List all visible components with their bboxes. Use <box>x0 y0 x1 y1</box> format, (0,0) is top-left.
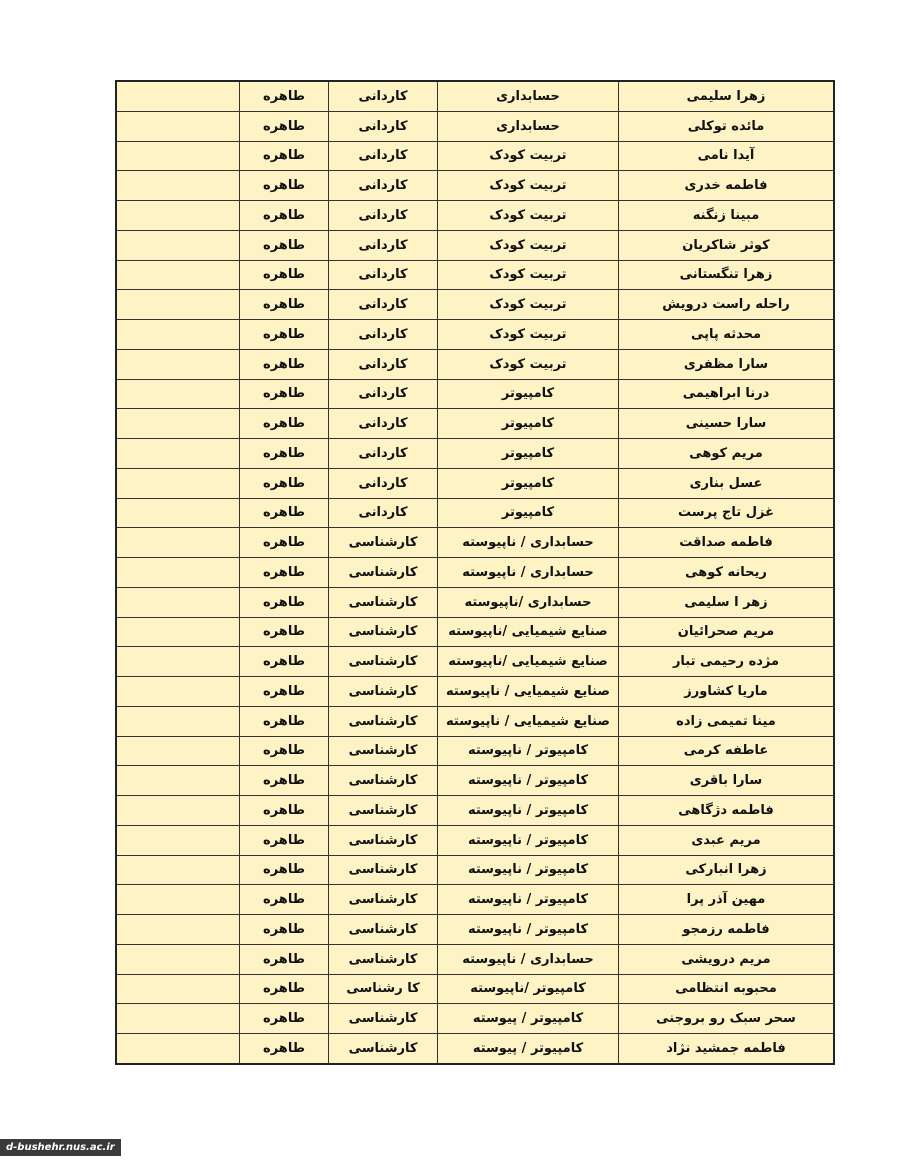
cell-major: کامپیوتر / ناپیوسته <box>438 855 619 885</box>
cell-empty <box>116 439 240 469</box>
student-table <box>115 80 835 1065</box>
cell-university: طاهره <box>240 1034 329 1064</box>
cell-university: طاهره <box>240 349 329 379</box>
cell-major: تربیت کودک <box>438 349 619 379</box>
cell-empty <box>116 736 240 766</box>
cell-degree: کاردانی <box>329 111 438 141</box>
cell-university: طاهره <box>240 944 329 974</box>
cell-university: طاهره <box>240 230 329 260</box>
cell-major: کامپیوتر / پیوسته <box>438 1034 619 1064</box>
cell-university: طاهره <box>240 677 329 707</box>
cell-major: صنایع شیمیایی /ناپیوسته <box>438 617 619 647</box>
table-row <box>116 915 834 945</box>
cell-major: تربیت کودک <box>438 141 619 171</box>
table-row <box>116 558 834 588</box>
cell-degree: کاردانی <box>329 260 438 290</box>
cell-empty <box>116 1004 240 1034</box>
cell-degree: کاردانی <box>329 290 438 320</box>
table-row <box>116 409 834 439</box>
site-watermark: d-bushehr.nus.ac.ir <box>0 1139 121 1156</box>
cell-degree: کاردانی <box>329 230 438 260</box>
cell-name: زهر ا سلیمی <box>619 587 835 617</box>
cell-major: کامپیوتر <box>438 468 619 498</box>
cell-empty <box>116 617 240 647</box>
cell-degree: کاردانی <box>329 498 438 528</box>
cell-university: طاهره <box>240 706 329 736</box>
cell-degree: کاردانی <box>329 201 438 231</box>
cell-name: فاطمه خدری <box>619 171 835 201</box>
cell-name: مریم عبدی <box>619 825 835 855</box>
cell-name: مبینا زنگنه <box>619 201 835 231</box>
cell-major: حسابداری / ناپیوسته <box>438 944 619 974</box>
cell-degree: کارشناسی <box>329 706 438 736</box>
cell-major: کامپیوتر <box>438 379 619 409</box>
cell-university: طاهره <box>240 915 329 945</box>
table-row <box>116 736 834 766</box>
cell-degree: کاردانی <box>329 141 438 171</box>
cell-name: راحله راست درویش <box>619 290 835 320</box>
cell-empty <box>116 706 240 736</box>
cell-name: ماریا کشاورز <box>619 677 835 707</box>
table-row <box>116 468 834 498</box>
table-row <box>116 498 834 528</box>
cell-empty <box>116 81 240 111</box>
cell-empty <box>116 677 240 707</box>
cell-empty <box>116 528 240 558</box>
student-table-container <box>115 80 827 1065</box>
cell-major: کامپیوتر / ناپیوسته <box>438 796 619 826</box>
cell-empty <box>116 260 240 290</box>
cell-degree: کارشناسی <box>329 647 438 677</box>
cell-name: مریم درویشی <box>619 944 835 974</box>
table-row <box>116 81 834 111</box>
table-row <box>116 111 834 141</box>
cell-empty <box>116 647 240 677</box>
cell-degree: کاردانی <box>329 379 438 409</box>
cell-university: طاهره <box>240 558 329 588</box>
cell-degree: کارشناسی <box>329 558 438 588</box>
cell-empty <box>116 409 240 439</box>
cell-degree: کارشناسی <box>329 766 438 796</box>
cell-major: حسابداری /ناپیوسته <box>438 587 619 617</box>
cell-name: مهین آذر پرا <box>619 885 835 915</box>
cell-major: کامپیوتر <box>438 409 619 439</box>
cell-degree: کارشناسی <box>329 825 438 855</box>
cell-name: سارا باقری <box>619 766 835 796</box>
cell-empty <box>116 796 240 826</box>
table-row <box>116 349 834 379</box>
cell-name: زهرا تنگستانی <box>619 260 835 290</box>
cell-university: طاهره <box>240 766 329 796</box>
cell-name: آیدا نامی <box>619 141 835 171</box>
cell-name: محدثه پاپی <box>619 320 835 350</box>
cell-major: کامپیوتر / ناپیوسته <box>438 825 619 855</box>
student-table-body <box>116 81 834 1064</box>
cell-university: طاهره <box>240 111 329 141</box>
cell-university: طاهره <box>240 171 329 201</box>
cell-university: طاهره <box>240 201 329 231</box>
cell-name: ریحانه کوهی <box>619 558 835 588</box>
cell-empty <box>116 1034 240 1064</box>
cell-university: طاهره <box>240 468 329 498</box>
cell-empty <box>116 825 240 855</box>
cell-empty <box>116 201 240 231</box>
cell-name: درنا ابراهیمی <box>619 379 835 409</box>
cell-name: مائده توکلی <box>619 111 835 141</box>
cell-degree: کارشناسی <box>329 885 438 915</box>
cell-name: سارا حسینی <box>619 409 835 439</box>
table-row <box>116 617 834 647</box>
cell-empty <box>116 379 240 409</box>
table-row <box>116 379 834 409</box>
table-row <box>116 974 834 1004</box>
cell-major: کامپیوتر / ناپیوسته <box>438 915 619 945</box>
table-row <box>116 1034 834 1064</box>
cell-degree: کارشناسی <box>329 1034 438 1064</box>
table-row <box>116 766 834 796</box>
cell-major: صنایع شیمیایی / ناپیوسته <box>438 706 619 736</box>
cell-university: طاهره <box>240 974 329 1004</box>
cell-degree: کارشناسی <box>329 587 438 617</box>
table-row <box>116 796 834 826</box>
cell-university: طاهره <box>240 1004 329 1034</box>
cell-degree: کاردانی <box>329 349 438 379</box>
cell-empty <box>116 230 240 260</box>
cell-degree: کاردانی <box>329 320 438 350</box>
cell-name: مینا تمیمی زاده <box>619 706 835 736</box>
cell-degree: کاردانی <box>329 439 438 469</box>
cell-degree: کارشناسی <box>329 677 438 707</box>
table-row <box>116 439 834 469</box>
cell-degree: کارشناسی <box>329 1004 438 1034</box>
cell-name: عاطفه کرمی <box>619 736 835 766</box>
cell-degree: کاردانی <box>329 468 438 498</box>
cell-name: فاطمه صداقت <box>619 528 835 558</box>
cell-name: عسل بناری <box>619 468 835 498</box>
cell-university: طاهره <box>240 855 329 885</box>
cell-empty <box>116 349 240 379</box>
cell-empty <box>116 944 240 974</box>
cell-major: کامپیوتر <box>438 439 619 469</box>
cell-degree: کاردانی <box>329 81 438 111</box>
cell-major: حسابداری / ناپیوسته <box>438 558 619 588</box>
cell-degree: کارشناسی <box>329 736 438 766</box>
cell-university: طاهره <box>240 409 329 439</box>
cell-empty <box>116 290 240 320</box>
cell-empty <box>116 558 240 588</box>
cell-major: تربیت کودک <box>438 230 619 260</box>
cell-name: فاطمه جمشید نژاد <box>619 1034 835 1064</box>
cell-major: حسابداری <box>438 111 619 141</box>
cell-name: مریم کوهی <box>619 439 835 469</box>
cell-university: طاهره <box>240 439 329 469</box>
cell-empty <box>116 855 240 885</box>
cell-university: طاهره <box>240 617 329 647</box>
cell-name: فاطمه رزمجو <box>619 915 835 945</box>
cell-university: طاهره <box>240 825 329 855</box>
cell-degree: کاردانی <box>329 409 438 439</box>
table-row <box>116 230 834 260</box>
cell-name: زهرا انبارکی <box>619 855 835 885</box>
cell-major: تربیت کودک <box>438 260 619 290</box>
cell-degree: کارشناسی <box>329 944 438 974</box>
cell-university: طاهره <box>240 736 329 766</box>
cell-major: کامپیوتر / پیوسته <box>438 1004 619 1034</box>
cell-major: تربیت کودک <box>438 320 619 350</box>
cell-empty <box>116 468 240 498</box>
cell-major: تربیت کودک <box>438 290 619 320</box>
cell-university: طاهره <box>240 290 329 320</box>
table-row <box>116 1004 834 1034</box>
cell-university: طاهره <box>240 81 329 111</box>
cell-degree: کارشناسی <box>329 915 438 945</box>
cell-name: زهرا سلیمی <box>619 81 835 111</box>
cell-empty <box>116 885 240 915</box>
cell-major: کامپیوتر /ناپیوسته <box>438 974 619 1004</box>
cell-name: مژده رحیمی تبار <box>619 647 835 677</box>
cell-name: سحر سبک رو بروجنی <box>619 1004 835 1034</box>
cell-empty <box>116 498 240 528</box>
cell-empty <box>116 171 240 201</box>
cell-university: طاهره <box>240 885 329 915</box>
cell-name: کوثر شاکریان <box>619 230 835 260</box>
cell-major: تربیت کودک <box>438 171 619 201</box>
cell-university: طاهره <box>240 320 329 350</box>
table-row <box>116 944 834 974</box>
table-row <box>116 171 834 201</box>
table-row <box>116 320 834 350</box>
cell-empty <box>116 974 240 1004</box>
cell-empty <box>116 141 240 171</box>
table-row <box>116 647 834 677</box>
cell-major: کامپیوتر / ناپیوسته <box>438 766 619 796</box>
table-row <box>116 885 834 915</box>
cell-name: سارا مظفری <box>619 349 835 379</box>
cell-empty <box>116 320 240 350</box>
table-row <box>116 587 834 617</box>
cell-degree: کاردانی <box>329 171 438 201</box>
cell-university: طاهره <box>240 528 329 558</box>
cell-degree: کارشناسی <box>329 855 438 885</box>
table-row <box>116 141 834 171</box>
cell-major: حسابداری / ناپیوسته <box>438 528 619 558</box>
table-row <box>116 855 834 885</box>
cell-university: طاهره <box>240 260 329 290</box>
cell-name: محبوبه انتظامی <box>619 974 835 1004</box>
table-row <box>116 260 834 290</box>
cell-empty <box>116 111 240 141</box>
table-row <box>116 677 834 707</box>
table-row <box>116 825 834 855</box>
table-row <box>116 201 834 231</box>
cell-major: صنایع شیمیایی /ناپیوسته <box>438 647 619 677</box>
cell-degree: کارشناسی <box>329 796 438 826</box>
cell-university: طاهره <box>240 141 329 171</box>
cell-university: طاهره <box>240 587 329 617</box>
table-row <box>116 706 834 736</box>
cell-major: تربیت کودک <box>438 201 619 231</box>
cell-major: کامپیوتر / ناپیوسته <box>438 736 619 766</box>
cell-degree: کارشناسی <box>329 528 438 558</box>
cell-empty <box>116 915 240 945</box>
cell-major: صنایع شیمیایی / ناپیوسته <box>438 677 619 707</box>
cell-major: کامپیوتر <box>438 498 619 528</box>
table-row <box>116 290 834 320</box>
cell-name: غزل تاج پرست <box>619 498 835 528</box>
cell-university: طاهره <box>240 379 329 409</box>
cell-major: کامپیوتر / ناپیوسته <box>438 885 619 915</box>
cell-major: حسابداری <box>438 81 619 111</box>
table-row <box>116 528 834 558</box>
cell-university: طاهره <box>240 647 329 677</box>
cell-name: مریم صحرائیان <box>619 617 835 647</box>
cell-empty <box>116 587 240 617</box>
cell-empty <box>116 766 240 796</box>
cell-name: فاطمه دژگاهی <box>619 796 835 826</box>
cell-degree: کا رشناسی <box>329 974 438 1004</box>
cell-university: طاهره <box>240 498 329 528</box>
cell-degree: کارشناسی <box>329 617 438 647</box>
cell-university: طاهره <box>240 796 329 826</box>
